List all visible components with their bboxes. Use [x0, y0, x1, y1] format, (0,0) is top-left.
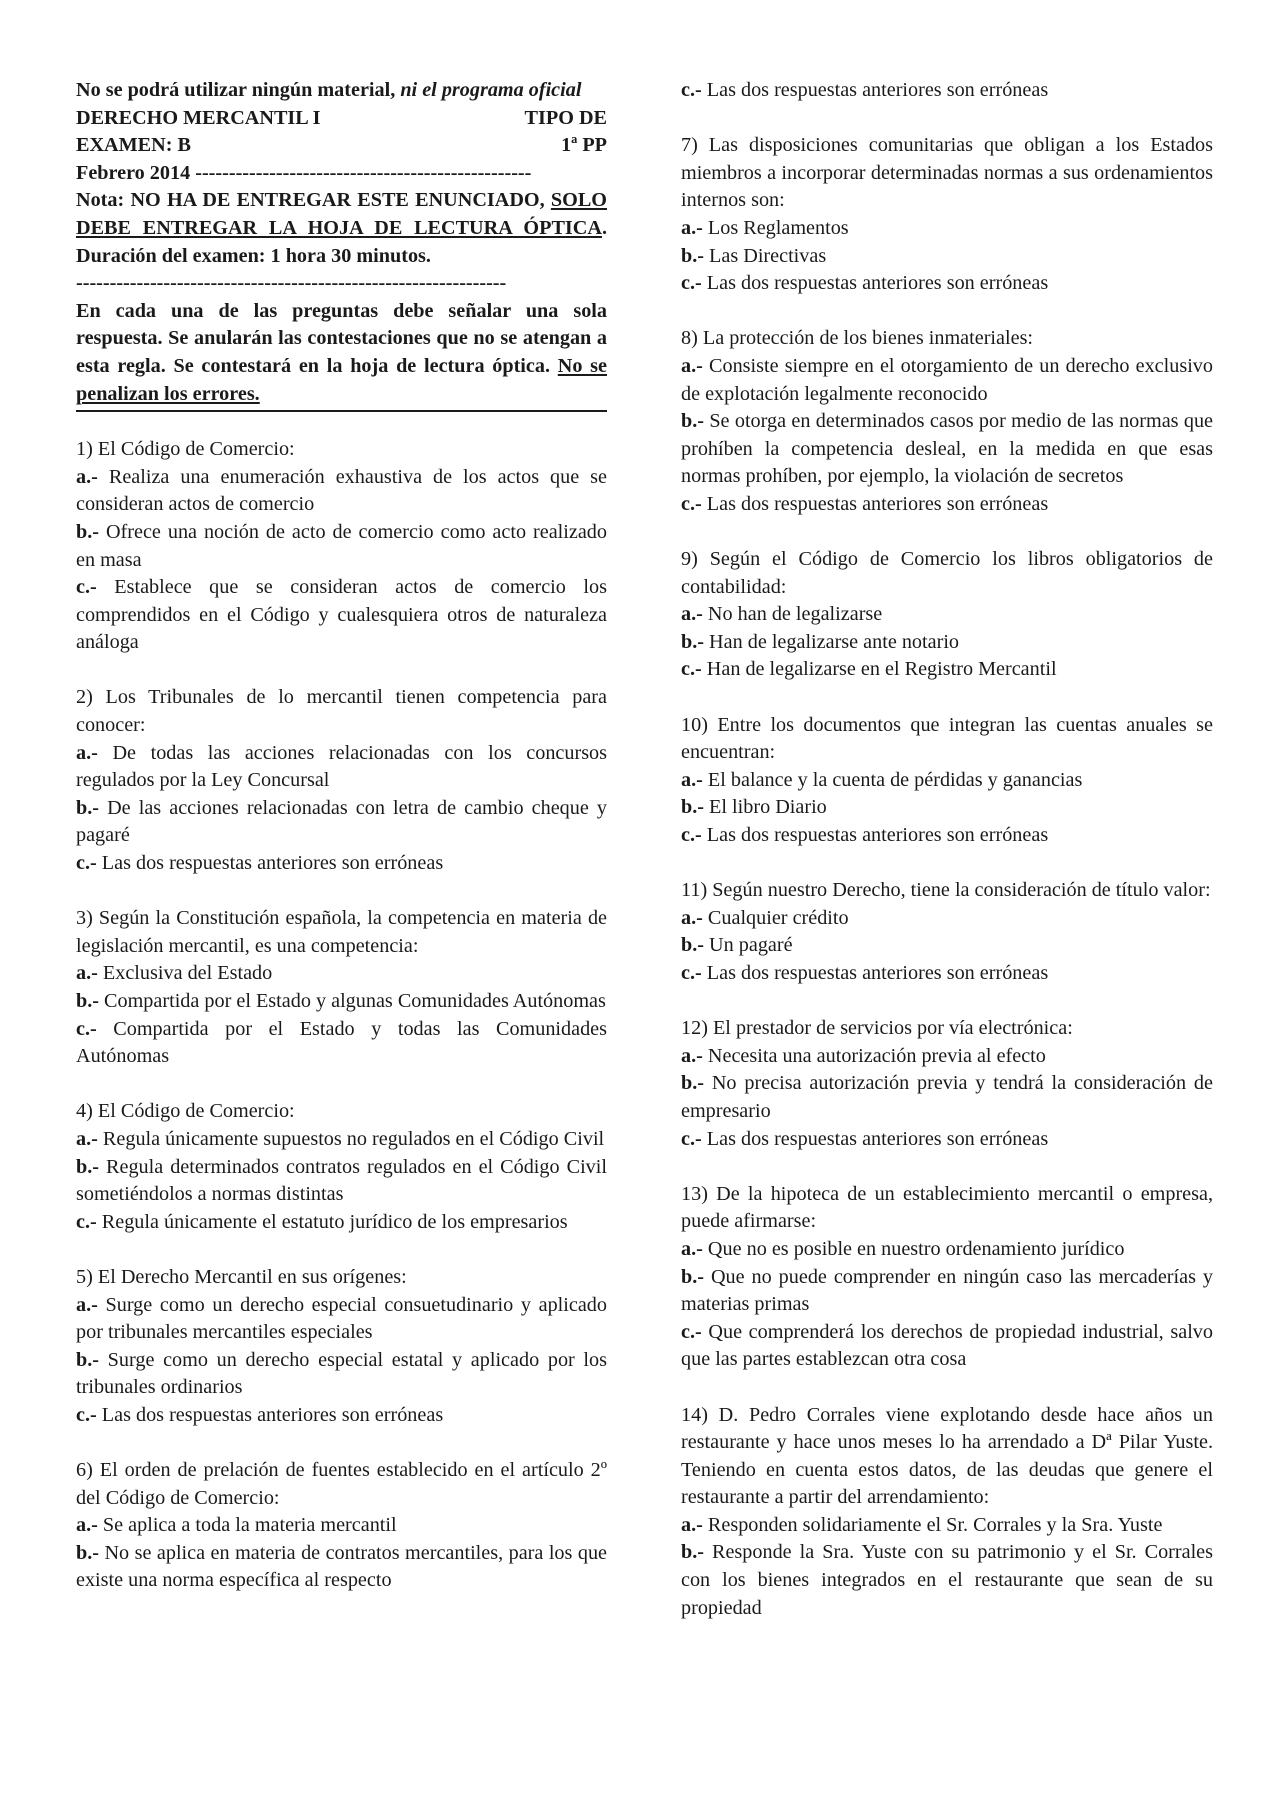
question-stem: 8) La protección de los bienes inmateriales: [681, 327, 1034, 350]
option-b [681, 408, 1213, 491]
date-line [76, 160, 607, 188]
date-dashes: -------------------------------------------------- [195, 161, 532, 184]
option-b [681, 629, 1213, 657]
option-c [76, 574, 607, 657]
question-11 [681, 877, 1213, 987]
option-a [681, 1043, 1213, 1071]
option-letter: a.- [681, 603, 703, 626]
question-2 [76, 684, 607, 877]
option-letter: b.- [76, 1541, 99, 1564]
option-text: Realiza una enumeración exhaustiva de los actos que se consideran actos de comercio [76, 465, 607, 516]
option-c [76, 1016, 607, 1071]
option-letter: b.- [681, 796, 704, 819]
question-4 [76, 1098, 607, 1236]
option-text: Exclusiva del Estado [97, 962, 273, 985]
option-text: Que no es posible en nuestro ordenamiento jurídico [702, 1237, 1125, 1260]
option-text: Han de legalizarse en el Registro Mercantil [701, 658, 1057, 681]
option-a [681, 1236, 1213, 1264]
nota-duration: . Duración del examen: 1 hora 30 minutos. [76, 216, 607, 267]
option-c [681, 270, 1213, 298]
option-letter: b.- [681, 410, 704, 433]
option-letter: c.- [76, 1017, 97, 1040]
option-text: Surge como un derecho especial consuetudinario y aplicado por tribunales mercantiles especiales [76, 1293, 607, 1344]
question-1 [76, 436, 607, 657]
option-letter: a.- [76, 741, 98, 764]
option-letter: a.- [681, 1237, 703, 1260]
option-text: Regula determinados contratos regulados en el Código Civil sometiéndolos a normas distintas [76, 1155, 607, 1206]
question-13 [681, 1181, 1213, 1374]
option-b [76, 988, 607, 1016]
instructions [76, 298, 607, 408]
option-text: Las dos respuestas anteriores son erróneas [96, 1403, 444, 1426]
question-6-continuation [681, 77, 1213, 105]
option-a [681, 353, 1213, 408]
option-letter: a.- [76, 465, 98, 488]
option-letter: c.- [76, 852, 97, 875]
option-text: Surge como un derecho especial estatal y aplicado por los tribunales ordinarios [76, 1348, 607, 1399]
option-text: Las dos respuestas anteriores son erróneas [701, 1127, 1049, 1150]
subject-row [76, 105, 607, 133]
option-b [681, 932, 1213, 960]
question-stem: 10) Entre los documentos que integran las cuentas anuales se encuentran: [681, 713, 1213, 764]
option-c [681, 1126, 1213, 1154]
option-text: Las dos respuestas anteriores son erróneas [701, 962, 1049, 984]
option-b [76, 1154, 607, 1209]
option-letter: a.- [76, 1127, 98, 1150]
option-letter: c.- [681, 824, 702, 847]
option-letter: c.- [76, 1403, 97, 1426]
right-column [681, 77, 1213, 1650]
question-7 [681, 132, 1213, 298]
option-letter: b.- [681, 244, 704, 267]
option-a [681, 601, 1213, 629]
question-5 [76, 1264, 607, 1430]
option-c [681, 491, 1213, 519]
option-a [76, 960, 607, 988]
option-c [681, 960, 1213, 988]
option-c [681, 1319, 1213, 1374]
exam-date: Febrero 2014 [76, 161, 191, 184]
option-a [76, 464, 607, 519]
option-text: No han de legalizarse [702, 603, 883, 626]
option-text: Compartida por el Estado y todas las Comunidades Autónomas [76, 1017, 607, 1068]
option-letter: b.- [681, 1072, 704, 1095]
option-text: Las dos respuestas anteriores son erróneas [701, 824, 1049, 847]
instructions-underlined: No se penalizan los errores. [76, 354, 607, 405]
question-stem: 2) Los Tribunales de lo mercantil tienen competencia para conocer: [76, 686, 607, 737]
option-letter: b.- [76, 1155, 99, 1178]
option-text: Ofrece una noción de acto de comercio como acto realizado en masa [76, 520, 607, 571]
option-text: Las dos respuestas anteriores son erróneas [701, 492, 1049, 515]
question-3 [76, 905, 607, 1071]
option-a [76, 740, 607, 795]
option-text: No se aplica en materia de contratos mercantiles, para los que existe una norma específica al respecto [76, 1541, 607, 1592]
option-letter: c.- [76, 1210, 97, 1233]
option-text: No precisa autorización previa y tendrá la consideración de empresario [681, 1072, 1213, 1122]
option-b [76, 519, 607, 574]
exam-model: EXAMEN: B [76, 134, 191, 157]
option-letter: c.- [681, 962, 702, 984]
option-letter: c.- [681, 1320, 702, 1343]
option-letter: b.- [76, 990, 99, 1012]
option-letter: c.- [681, 272, 702, 295]
option-letter: b.- [76, 1348, 99, 1371]
option-text: Necesita una autorización previa al efecto [702, 1044, 1046, 1067]
option-text: Responde la Sra. Yuste con su patrimonio y el Sr. Corrales con los bienes integrados en el restaurante que sean de su propiedad [681, 1541, 1213, 1619]
option-text: Regula únicamente el estatuto jurídico de los empresarios [96, 1210, 568, 1233]
question-10 [681, 712, 1213, 850]
question-stem: 11) Según nuestro Derecho, tiene la consideración de título valor: [681, 879, 1211, 902]
exam-header [76, 77, 607, 298]
option-c [76, 1209, 607, 1237]
option-a [681, 1512, 1213, 1540]
question-stem: 7) Las disposiciones comunitarias que obligan a los Estados miembros a incorporar determinadas normas a sus ordenamientos internos son: [681, 134, 1213, 212]
option-a [76, 1512, 607, 1540]
option-letter: c.- [681, 79, 702, 101]
option-text: Compartida por el Estado y algunas Comunidades Autónomas [99, 990, 606, 1012]
option-letter: a.- [681, 1044, 703, 1067]
option-text: Las dos respuestas anteriores son erróneas [701, 272, 1049, 295]
option-b [681, 1070, 1213, 1125]
question-14 [681, 1402, 1213, 1623]
option-text: Las Directivas [704, 244, 827, 267]
option-text: Se otorga en determinados casos por medio de las normas que prohíben la competencia desleal, en la medida en que esas normas prohíben, por ejemplo, la violación de secretos [681, 410, 1213, 488]
question-6 [76, 1457, 607, 1595]
option-c [76, 850, 607, 878]
option-letter: b.- [76, 796, 99, 819]
option-a [681, 215, 1213, 243]
exam-type-label: TIPO DE [524, 106, 607, 129]
option-text: Un pagaré [704, 934, 793, 957]
option-text: Que no puede comprender en ningún caso las mercaderías y materias primas [681, 1265, 1213, 1316]
option-letter: a.- [681, 768, 703, 791]
question-8 [681, 325, 1213, 518]
question-stem: 4) El Código de Comercio: [76, 1100, 295, 1123]
option-letter: a.- [681, 216, 703, 239]
separator-line: ---------------------------------------------------------------- [76, 272, 507, 295]
question-stem: 9) Según el Código de Comercio los libros obligatorios de contabilidad: [681, 548, 1213, 598]
option-b [681, 794, 1213, 822]
option-text: Han de legalizarse ante notario [704, 630, 960, 653]
nota-underlined: SOLO DEBE ENTREGAR LA HOJA DE LECTURA ÓPTICA [76, 189, 607, 239]
option-text: Las dos respuestas anteriores son erróneas [96, 852, 444, 875]
option-text: Las dos respuestas anteriores son erróneas [701, 79, 1049, 101]
header-rule [76, 410, 607, 412]
option-c [681, 656, 1213, 684]
option-letter: a.- [681, 1513, 703, 1536]
option-letter: a.- [681, 906, 703, 929]
option-text: De todas las acciones relacionadas con los concursos regulados por la Ley Concursal [76, 741, 607, 792]
question-stem: 3) Según la Constitución española, la competencia en materia de legislación mercantil, es una competencia: [76, 907, 607, 957]
option-letter: c.- [681, 658, 702, 681]
option-letter: b.- [681, 1265, 704, 1288]
question-stem: 12) El prestador de servicios por vía electrónica: [681, 1017, 1073, 1040]
option-text: Se aplica a toda la materia mercantil [97, 1514, 397, 1537]
notice-text: No se podrá utilizar ningún material, [76, 79, 396, 101]
option-letter: a.- [681, 354, 703, 377]
left-column [76, 77, 607, 1623]
question-9 [681, 546, 1213, 684]
option-b [76, 795, 607, 850]
option-text: El balance y la cuenta de pérdidas y ganancias [702, 768, 1083, 791]
option-letter: c.- [681, 1127, 702, 1150]
option-b [681, 243, 1213, 271]
question-stem: 13) De la hipoteca de un establecimiento mercantil o empresa, puede afirmarse: [681, 1182, 1213, 1233]
question-stem: 5) El Derecho Mercantil en sus orígenes: [76, 1265, 407, 1288]
option-letter: b.- [76, 520, 99, 543]
question-stem: 1) El Código de Comercio: [76, 438, 295, 461]
question-12 [681, 1015, 1213, 1153]
option-text: Regula únicamente supuestos no regulados en el Código Civil [97, 1127, 605, 1150]
notice-italic: ni el programa oficial [400, 79, 582, 101]
option-text: Cualquier crédito [702, 906, 849, 929]
option-a [76, 1292, 607, 1347]
option-letter: a.- [76, 962, 98, 985]
option-letter: a.- [76, 1514, 98, 1537]
option-text: Establece que se consideran actos de comercio los comprendidos en el Código y cualesquiera otros de naturaleza análoga [76, 576, 607, 654]
option-text: Responden solidariamente el Sr. Corrales y la Sra. Yuste [702, 1513, 1163, 1536]
option-letter: c.- [76, 576, 97, 599]
option-text: Que comprenderá los derechos de propiedad industrial, salvo que las partes establezcan otra cosa [681, 1320, 1213, 1371]
exam-round: 1ª PP [561, 134, 607, 157]
question-stem: 6) El orden de prelación de fuentes establecido en el artículo 2º del Código de Comercio: [76, 1459, 607, 1509]
option-letter: a.- [76, 1293, 98, 1316]
option-text: Los Reglamentos [702, 216, 849, 239]
option-letter: b.- [681, 1541, 704, 1564]
option-b [76, 1347, 607, 1402]
option-b [76, 1540, 607, 1595]
option-text: Consiste siempre en el otorgamiento de un derecho exclusivo de explotación legalmente reconocido [681, 354, 1213, 405]
option-a [681, 905, 1213, 933]
option-b [681, 1539, 1213, 1622]
material-notice [76, 77, 607, 105]
nota-text: Nota: NO HA DE ENTREGAR ESTE ENUNCIADO, [76, 189, 551, 212]
option-b [681, 1264, 1213, 1319]
option-text: El libro Diario [704, 796, 827, 819]
option-text: De las acciones relacionadas con letra de cambio cheque y pagaré [76, 796, 607, 847]
option-letter: b.- [681, 630, 704, 653]
option-a [681, 767, 1213, 795]
option-c [681, 822, 1213, 850]
subject-title: DERECHO MERCANTIL I [76, 106, 321, 129]
question-stem: 14) D. Pedro Corrales viene explotando desde hace años un restaurante y hace unos meses lo ha arrendado a Dª Pilar Yuste. Teniendo en cuenta estos datos, de las deudas que genere el restaurante a partir del arrendamiento: [681, 1403, 1213, 1509]
option-letter: b.- [681, 934, 704, 957]
exam-row [76, 132, 607, 160]
option-c [76, 1402, 607, 1430]
option-letter: c.- [681, 492, 702, 515]
nota-paragraph [76, 187, 607, 270]
option-c [681, 77, 1213, 105]
option-a [76, 1126, 607, 1154]
instructions-text: En cada una de las preguntas debe señalar una sola respuesta. Se anularán las contestaciones que no se atengan a esta regla. Se contestará en la hoja de lectura óptica. [76, 299, 607, 377]
